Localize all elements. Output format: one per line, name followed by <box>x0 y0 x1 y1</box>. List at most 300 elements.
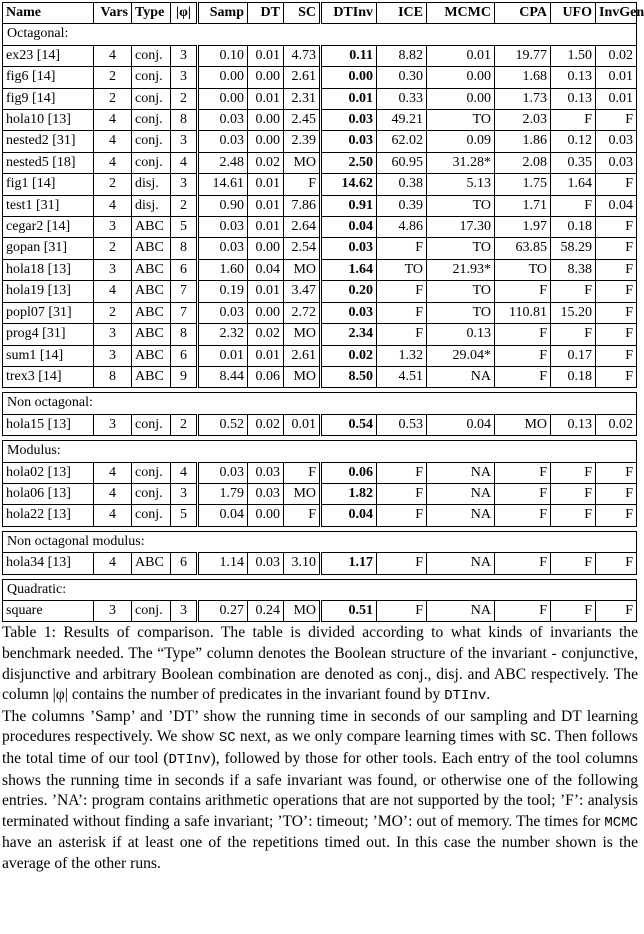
table-row <box>3 302 637 323</box>
cell-sc: 3.47 <box>284 281 321 302</box>
caption-text: next, as we only compare learning times with <box>235 728 531 746</box>
cell-ice: TO <box>377 259 427 280</box>
cell-invgen: F <box>596 505 637 526</box>
cell-phi: 8 <box>171 324 198 345</box>
cell-ice: 49.21 <box>377 110 427 131</box>
cell-samp: 0.27 <box>198 600 248 621</box>
cell-invgen: F <box>596 217 637 238</box>
cell-sc: F <box>284 505 321 526</box>
cell-ufo: 0.12 <box>551 131 596 152</box>
cell-ice: F <box>377 281 427 302</box>
cell-name: gopan [31] <box>3 238 94 259</box>
column-header-name: Name <box>3 3 94 24</box>
cell-type: ABC <box>132 259 171 280</box>
cell-dtinv: 0.01 <box>321 88 377 109</box>
section-title: Quadratic: <box>3 579 637 600</box>
cell-vars: 8 <box>94 366 132 387</box>
cell-phi: 7 <box>171 302 198 323</box>
cell-dtinv: 2.50 <box>321 152 377 173</box>
cell-cpa: F <box>495 462 551 483</box>
cell-mcmc: TO <box>427 195 495 216</box>
cell-dtinv: 14.62 <box>321 174 377 195</box>
table-row <box>3 152 637 173</box>
cell-dtinv: 0.04 <box>321 217 377 238</box>
cell-name: hola34 [13] <box>3 553 94 574</box>
caption-text: The columns ’Samp’ and ’DT’ show the running time in seconds of our sampling and DT learning procedures respectively. We show <box>2 707 638 746</box>
cell-sc: 2.45 <box>284 110 321 131</box>
cell-dtinv: 1.17 <box>321 553 377 574</box>
cell-ufo: 0.13 <box>551 414 596 435</box>
cell-type: conj. <box>132 600 171 621</box>
cell-mcmc: NA <box>427 462 495 483</box>
cell-dtinv: 0.20 <box>321 281 377 302</box>
cell-mcmc: 31.28* <box>427 152 495 173</box>
cell-type: ABC <box>132 366 171 387</box>
cell-ice: 62.02 <box>377 131 427 152</box>
cell-sc: MO <box>284 324 321 345</box>
cell-samp: 14.61 <box>198 174 248 195</box>
table-row <box>3 414 637 435</box>
cell-mcmc: 29.04* <box>427 345 495 366</box>
cell-sc: 2.61 <box>284 345 321 366</box>
column-header-ice: ICE <box>377 3 427 24</box>
cell-samp: 1.60 <box>198 259 248 280</box>
cell-cpa: F <box>495 324 551 345</box>
cell-mcmc: NA <box>427 505 495 526</box>
cell-type: ABC <box>132 324 171 345</box>
cell-name: hola15 [13] <box>3 414 94 435</box>
cell-invgen: F <box>596 110 637 131</box>
cell-invgen: F <box>596 324 637 345</box>
cell-dtinv: 1.82 <box>321 483 377 504</box>
cell-type: conj. <box>132 462 171 483</box>
cell-sc: MO <box>284 259 321 280</box>
section-header-row <box>3 579 637 600</box>
cell-ufo: 1.64 <box>551 174 596 195</box>
cell-type: conj. <box>132 152 171 173</box>
cell-type: ABC <box>132 238 171 259</box>
cell-samp: 0.03 <box>198 131 248 152</box>
cell-type: ABC <box>132 345 171 366</box>
caption-paragraph-1 <box>2 623 638 706</box>
cell-samp: 0.19 <box>198 281 248 302</box>
cell-samp: 0.00 <box>198 67 248 88</box>
cell-invgen: F <box>596 366 637 387</box>
cell-type: conj. <box>132 88 171 109</box>
cell-ufo: F <box>551 553 596 574</box>
cell-type: conj. <box>132 483 171 504</box>
caption-paragraph-2 <box>2 707 638 875</box>
cell-ufo: F <box>551 110 596 131</box>
cell-samp: 0.03 <box>198 110 248 131</box>
cell-samp: 0.03 <box>198 462 248 483</box>
caption-text: . Then follows the total time of our tool ( <box>2 728 638 767</box>
table-row <box>3 88 637 109</box>
column-header-invgen: InvGen <box>596 3 637 24</box>
cell-dt: 0.06 <box>248 366 284 387</box>
cell-name: hola19 [13] <box>3 281 94 302</box>
cell-ufo: 15.20 <box>551 302 596 323</box>
cell-dtinv: 0.02 <box>321 345 377 366</box>
cell-ice: 1.32 <box>377 345 427 366</box>
cell-vars: 4 <box>94 462 132 483</box>
cell-mcmc: 17.30 <box>427 217 495 238</box>
cell-cpa: 1.71 <box>495 195 551 216</box>
cell-dt: 0.01 <box>248 88 284 109</box>
cell-vars: 2 <box>94 174 132 195</box>
cell-invgen: 0.02 <box>596 414 637 435</box>
cell-ufo: F <box>551 324 596 345</box>
cell-mcmc: TO <box>427 281 495 302</box>
cell-name: nested5 [18] <box>3 152 94 173</box>
section-title: Non octagonal: <box>3 393 637 414</box>
cell-ice: F <box>377 324 427 345</box>
caption-text: ), followed by those for other tools. Each entry of the tool columns shows the running time in seconds if a safe invariant was found, or otherwise one of the following entries. ’NA’: program contains arithmetic operations that are not supported by the tool; ’F’: analysis terminated without finding a safe invariant; ’TO’: timeout; ’MO’: out of memory. The times for <box>2 749 638 830</box>
cell-ufo: 0.13 <box>551 88 596 109</box>
cell-dt: 0.03 <box>248 483 284 504</box>
cell-dt: 0.24 <box>248 600 284 621</box>
cell-vars: 2 <box>94 238 132 259</box>
cell-phi: 2 <box>171 195 198 216</box>
cell-mcmc: TO <box>427 302 495 323</box>
cell-dtinv: 0.11 <box>321 45 377 66</box>
cell-ufo: 0.18 <box>551 366 596 387</box>
table-row <box>3 600 637 621</box>
cell-cpa: F <box>495 281 551 302</box>
cell-dt: 0.02 <box>248 324 284 345</box>
cell-sc: 2.72 <box>284 302 321 323</box>
table-row <box>3 217 637 238</box>
column-header-cpa: CPA <box>495 3 551 24</box>
cell-type: conj. <box>132 505 171 526</box>
cell-phi: 9 <box>171 366 198 387</box>
header-row <box>3 3 637 24</box>
cell-phi: 3 <box>171 600 198 621</box>
cell-dtinv: 0.06 <box>321 462 377 483</box>
cell-dtinv: 0.03 <box>321 302 377 323</box>
table-row <box>3 345 637 366</box>
cell-name: cegar2 [14] <box>3 217 94 238</box>
cell-type: ABC <box>132 281 171 302</box>
cell-phi: 4 <box>171 152 198 173</box>
tool-name: SC <box>218 730 236 747</box>
cell-sc: 2.31 <box>284 88 321 109</box>
cell-name: popl07 [31] <box>3 302 94 323</box>
cell-phi: 3 <box>171 67 198 88</box>
cell-type: conj. <box>132 45 171 66</box>
column-header-type: Type <box>132 3 171 24</box>
cell-ufo: F <box>551 600 596 621</box>
cell-vars: 3 <box>94 345 132 366</box>
cell-invgen: F <box>596 600 637 621</box>
cell-mcmc: TO <box>427 238 495 259</box>
cell-name: fig6 [14] <box>3 67 94 88</box>
cell-phi: 8 <box>171 110 198 131</box>
section-title: Non octagonal modulus: <box>3 531 637 552</box>
cell-samp: 0.03 <box>198 302 248 323</box>
cell-mcmc: NA <box>427 483 495 504</box>
cell-vars: 4 <box>94 131 132 152</box>
cell-samp: 2.32 <box>198 324 248 345</box>
cell-samp: 0.03 <box>198 238 248 259</box>
cell-phi: 5 <box>171 217 198 238</box>
cell-ufo: 58.29 <box>551 238 596 259</box>
cell-mcmc: NA <box>427 600 495 621</box>
cell-samp: 0.01 <box>198 345 248 366</box>
cell-ice: F <box>377 600 427 621</box>
cell-invgen: 0.02 <box>596 45 637 66</box>
cell-cpa: F <box>495 345 551 366</box>
cell-sc: 4.73 <box>284 45 321 66</box>
cell-ufo: F <box>551 462 596 483</box>
table-row <box>3 110 637 131</box>
cell-type: ABC <box>132 217 171 238</box>
cell-cpa: TO <box>495 259 551 280</box>
cell-vars: 4 <box>94 505 132 526</box>
cell-cpa: 1.68 <box>495 67 551 88</box>
cell-ice: F <box>377 238 427 259</box>
section-header-row <box>3 393 637 414</box>
cell-phi: 3 <box>171 45 198 66</box>
table-row <box>3 505 637 526</box>
cell-ufo: F <box>551 281 596 302</box>
cell-invgen: F <box>596 281 637 302</box>
cell-samp: 1.14 <box>198 553 248 574</box>
cell-sc: 2.39 <box>284 131 321 152</box>
cell-mcmc: 21.93* <box>427 259 495 280</box>
cell-dt: 0.01 <box>248 217 284 238</box>
table-caption <box>2 623 638 874</box>
cell-type: conj. <box>132 414 171 435</box>
cell-samp: 0.04 <box>198 505 248 526</box>
cell-type: conj. <box>132 131 171 152</box>
cell-sc: MO <box>284 152 321 173</box>
cell-vars: 3 <box>94 217 132 238</box>
cell-vars: 2 <box>94 88 132 109</box>
cell-invgen: 0.03 <box>596 131 637 152</box>
cell-ice: 4.51 <box>377 366 427 387</box>
section-header-row <box>3 24 637 45</box>
cell-vars: 4 <box>94 45 132 66</box>
cell-vars: 2 <box>94 302 132 323</box>
cell-invgen: F <box>596 174 637 195</box>
tool-name: DTInv <box>444 688 487 705</box>
table-row <box>3 281 637 302</box>
cell-name: hola10 [13] <box>3 110 94 131</box>
section-title: Modulus: <box>3 441 637 462</box>
column-header-dt: DT <box>248 3 284 24</box>
cell-name: trex3 [14] <box>3 366 94 387</box>
cell-phi: 3 <box>171 483 198 504</box>
cell-name: prog4 [31] <box>3 324 94 345</box>
cell-sc: MO <box>284 366 321 387</box>
caption-text: Table 1: Results of comparison. The table is divided according to what kinds of invariants the benchmark needed. The “Type” column denotes the Boolean structure of the invariant - conjunctive, disjunctive and arbitrary Boolean combination are denoted as conj., disj. and ABC respectively. The column |φ| contains the number of predicates in the invariant found by <box>2 624 638 704</box>
cell-name: hola02 [13] <box>3 462 94 483</box>
cell-ufo: 0.17 <box>551 345 596 366</box>
cell-invgen: F <box>596 462 637 483</box>
cell-cpa: 2.08 <box>495 152 551 173</box>
cell-ufo: F <box>551 483 596 504</box>
cell-phi: 6 <box>171 259 198 280</box>
cell-samp: 0.10 <box>198 45 248 66</box>
table-row <box>3 131 637 152</box>
cell-dtinv: 8.50 <box>321 366 377 387</box>
cell-ufo: 0.18 <box>551 217 596 238</box>
table-row <box>3 366 637 387</box>
cell-name: test1 [31] <box>3 195 94 216</box>
cell-phi: 6 <box>171 345 198 366</box>
cell-cpa: F <box>495 483 551 504</box>
cell-cpa: F <box>495 553 551 574</box>
cell-phi: 6 <box>171 553 198 574</box>
cell-dt: 0.01 <box>248 195 284 216</box>
column-header-vars: Vars <box>94 3 132 24</box>
cell-name: hola18 [13] <box>3 259 94 280</box>
cell-vars: 2 <box>94 67 132 88</box>
cell-ice: F <box>377 483 427 504</box>
cell-ice: 0.30 <box>377 67 427 88</box>
cell-invgen: F <box>596 238 637 259</box>
section-header-row <box>3 441 637 462</box>
cell-sc: MO <box>284 483 321 504</box>
cell-cpa: 19.77 <box>495 45 551 66</box>
cell-dt: 0.00 <box>248 302 284 323</box>
cell-sc: MO <box>284 600 321 621</box>
cell-name: fig1 [14] <box>3 174 94 195</box>
cell-phi: 7 <box>171 281 198 302</box>
cell-sc: 2.64 <box>284 217 321 238</box>
table-row <box>3 174 637 195</box>
cell-dtinv: 0.03 <box>321 238 377 259</box>
section-title: Octagonal: <box>3 24 637 45</box>
cell-dt: 0.01 <box>248 45 284 66</box>
cell-invgen: 0.01 <box>596 67 637 88</box>
cell-name: fig9 [14] <box>3 88 94 109</box>
cell-dt: 0.00 <box>248 67 284 88</box>
cell-mcmc: 5.13 <box>427 174 495 195</box>
cell-invgen: F <box>596 259 637 280</box>
column-header-dtinv: DTInv <box>321 3 377 24</box>
cell-cpa: 2.03 <box>495 110 551 131</box>
cell-name: ex23 [14] <box>3 45 94 66</box>
section-header-row <box>3 531 637 552</box>
cell-dt: 0.01 <box>248 281 284 302</box>
cell-ufo: 0.35 <box>551 152 596 173</box>
cell-cpa: 63.85 <box>495 238 551 259</box>
column-header-phi: |φ| <box>171 3 198 24</box>
cell-ufo: 0.13 <box>551 67 596 88</box>
cell-phi: 3 <box>171 174 198 195</box>
cell-dt: 0.03 <box>248 462 284 483</box>
cell-dtinv: 0.51 <box>321 600 377 621</box>
cell-mcmc: 0.00 <box>427 67 495 88</box>
table-row <box>3 195 637 216</box>
results-table <box>2 2 644 622</box>
cell-sc: 2.61 <box>284 67 321 88</box>
caption-text: have an asterisk if at least one of the repetitions timed out. In this case the number shown is the average of the other runs. <box>2 834 638 872</box>
cell-invgen: F <box>596 553 637 574</box>
cell-phi: 2 <box>171 88 198 109</box>
cell-sc: F <box>284 174 321 195</box>
caption-text: . <box>486 686 491 704</box>
cell-ice: F <box>377 505 427 526</box>
cell-cpa: 1.73 <box>495 88 551 109</box>
cell-ufo: 1.50 <box>551 45 596 66</box>
cell-vars: 3 <box>94 600 132 621</box>
cell-cpa: F <box>495 505 551 526</box>
cell-samp: 0.03 <box>198 217 248 238</box>
table-row <box>3 67 637 88</box>
cell-cpa: F <box>495 600 551 621</box>
cell-name: nested2 [31] <box>3 131 94 152</box>
cell-phi: 4 <box>171 462 198 483</box>
cell-vars: 3 <box>94 414 132 435</box>
cell-name: sum1 [14] <box>3 345 94 366</box>
tool-name: DTInv <box>168 751 211 768</box>
cell-vars: 4 <box>94 195 132 216</box>
cell-dtinv: 1.64 <box>321 259 377 280</box>
cell-invgen: F <box>596 302 637 323</box>
cell-vars: 4 <box>94 152 132 173</box>
cell-sc: 7.86 <box>284 195 321 216</box>
cell-sc: F <box>284 462 321 483</box>
cell-ice: 60.95 <box>377 152 427 173</box>
cell-sc: 0.01 <box>284 414 321 435</box>
cell-samp: 1.79 <box>198 483 248 504</box>
cell-cpa: 110.81 <box>495 302 551 323</box>
cell-type: ABC <box>132 553 171 574</box>
cell-ice: 8.82 <box>377 45 427 66</box>
column-header-ufo: UFO <box>551 3 596 24</box>
cell-vars: 4 <box>94 110 132 131</box>
cell-samp: 8.44 <box>198 366 248 387</box>
cell-dtinv: 0.91 <box>321 195 377 216</box>
cell-invgen: 0.04 <box>596 195 637 216</box>
cell-ice: 0.38 <box>377 174 427 195</box>
cell-dtinv: 0.03 <box>321 131 377 152</box>
cell-type: conj. <box>132 110 171 131</box>
cell-type: disj. <box>132 195 171 216</box>
cell-samp: 2.48 <box>198 152 248 173</box>
cell-ufo: 8.38 <box>551 259 596 280</box>
cell-mcmc: TO <box>427 110 495 131</box>
cell-invgen: F <box>596 483 637 504</box>
cell-ice: 4.86 <box>377 217 427 238</box>
cell-dt: 0.03 <box>248 553 284 574</box>
cell-samp: 0.00 <box>198 88 248 109</box>
table-row <box>3 238 637 259</box>
cell-cpa: MO <box>495 414 551 435</box>
cell-vars: 3 <box>94 324 132 345</box>
cell-vars: 4 <box>94 483 132 504</box>
cell-dt: 0.01 <box>248 345 284 366</box>
cell-ice: 0.53 <box>377 414 427 435</box>
table-row <box>3 462 637 483</box>
cell-cpa: F <box>495 366 551 387</box>
cell-invgen: 0.03 <box>596 152 637 173</box>
cell-mcmc: 0.00 <box>427 88 495 109</box>
cell-type: disj. <box>132 174 171 195</box>
cell-sc: 3.10 <box>284 553 321 574</box>
cell-dt: 0.00 <box>248 110 284 131</box>
column-header-samp: Samp <box>198 3 248 24</box>
cell-dt: 0.00 <box>248 505 284 526</box>
table-row <box>3 45 637 66</box>
cell-ice: 0.39 <box>377 195 427 216</box>
cell-invgen: 0.01 <box>596 88 637 109</box>
cell-phi: 5 <box>171 505 198 526</box>
cell-mcmc: 0.01 <box>427 45 495 66</box>
